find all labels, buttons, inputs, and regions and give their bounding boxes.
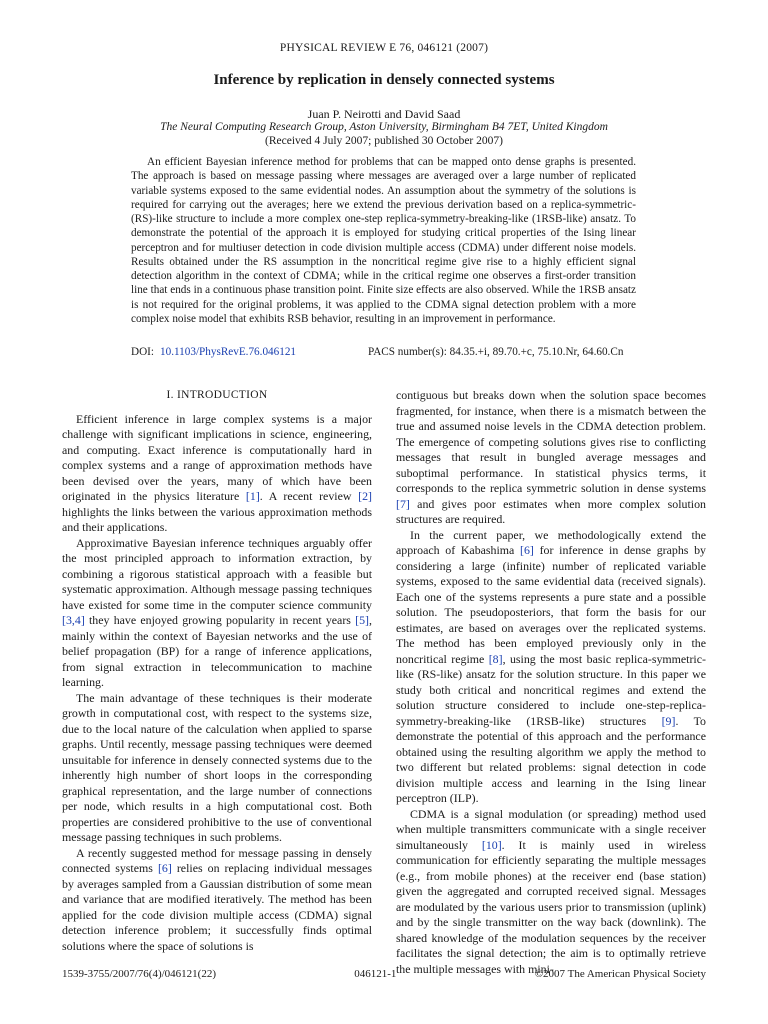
citation-link[interactable]: [6] bbox=[157, 861, 172, 875]
article-authors: Juan P. Neirotti and David Saad bbox=[307, 107, 461, 121]
text-run: . To demonstrate the potential of this approach and the performance obtained using the resulting algorithm we apply the method to two different but related problems: signal detection in code division multiple access and learning in the Ising linear perceptron (ILP). bbox=[396, 713, 707, 805]
citation-link[interactable]: [9] bbox=[661, 713, 676, 728]
pacs-numbers: PACS number(s): 84.35.+i, 89.70.+c, 75.10.Nr, 64.60.Cn bbox=[368, 346, 624, 358]
issn-code: 1539-3755/2007/76(4)/046121(22) bbox=[62, 968, 216, 980]
page-footer bbox=[62, 968, 706, 980]
text-run: highlights the links between the various approximation methods and their applications. bbox=[62, 504, 372, 534]
running-head: PHYSICAL REVIEW E 76, 046121 (2007) bbox=[279, 42, 489, 54]
intro-paragraph-4 bbox=[62, 846, 372, 955]
citation-link[interactable]: [3,4] bbox=[62, 613, 85, 627]
citation-link[interactable]: [5] bbox=[355, 613, 370, 627]
text-run: CDMA is a signal modulation (or spreading) method used when multiple transmitters communicate with a single receiver simultaneously bbox=[396, 806, 706, 852]
intro-paragraph-1 bbox=[62, 412, 372, 536]
author-affiliation: The Neural Computing Research Group, Aston University, Birmingham B4 7ET, United Kingdom bbox=[160, 121, 608, 133]
text-run: relies on replacing individual messages by averages sampled from a Gaussian distribution of some mean and variance that are modified iteratively. The method has been applied for the code division multiple access (CDMA) signal detection inference problem; it successfully finds optimal solutions where the space of solutions is bbox=[62, 861, 372, 953]
received-date: (Received 4 July 2007; published 30 October 2007) bbox=[265, 135, 503, 147]
text-run: , mainly within the context of Bayesian networks and the use of belief propagation (BP) for a range of inference applications, from signal extraction in telecommunication to machine learning. bbox=[62, 613, 372, 689]
citation-link[interactable]: [7] bbox=[396, 496, 410, 511]
page-number: 046121-1 bbox=[354, 968, 397, 980]
doi-pacs-line bbox=[131, 346, 636, 358]
text-run: . A recent review bbox=[259, 489, 359, 503]
citation-link[interactable]: [8] bbox=[488, 651, 503, 666]
abstract: An efficient Bayesian inference method for problems that can be mapped onto dense graphs is presented. The approach is based on message passing where messages are averaged over a large number of replicated variable systems exposed to the same evidential nodes. An assumption about the symmetry of the solutions is required for carrying out the averages; here we extend the previous derivation based on a replica-symmetric-(RS)-like structure to include a more complex one-step replica-symmetry-breaking-like (1RSB-like) ansatz. To demonstrate the potential of the approach it is employed for studying critical properties of the Ising linear perceptron and for multiuser detection in code division multiple access (CDMA) under different noise models. Results obtained under the RS assumption in the noncritical regime give rise to a highly efficient signal detection algorithm in the context of CDMA; while in the critical regime one observes a first-order transition line that ends in a continuous phase transition point. Finite size effects are also observed. While the 1RSB ansatz is not required for the original problems, it was applied to the CDMA signal detection problem with a more complex noise model that exhibits RSB behavior, resulting in an improvement in performance. bbox=[131, 156, 636, 325]
article-title: Inference by replication in densely connected systems bbox=[213, 72, 555, 88]
left-column bbox=[62, 388, 372, 954]
section-heading: I. INTRODUCTION bbox=[166, 389, 268, 401]
text-run: they have enjoyed growing popularity in recent years bbox=[84, 613, 356, 627]
right-column bbox=[396, 388, 706, 977]
doi-link[interactable]: 10.1103/PhysRevE.76.046121 bbox=[160, 346, 297, 358]
text-run: , using the most basic replica-symmetric-like (RS-like) ansatz for the solution structure. In this paper we study both critical and noncritical regimes and extend the solution structure considered to include one-step-replica-symmetry-breaking-like (1RSB-like) structures bbox=[396, 651, 706, 728]
text-run: Efficient inference in large complex systems is a major challenge with significant implications in science, engineering, and computing. Exact inference is computationally hard in complex systems and a range of approximation methods have been devised over the years, many of which have been originated in the physics literature bbox=[62, 411, 372, 503]
intro-paragraph-2 bbox=[62, 536, 372, 691]
text-run: for inference in dense graphs by considering a large (infinite) number of replicated variable systems, exposed to the same evidential data (received signals). Each one of the systems represents a pure state and a possible solution. The pseudoposteriors, that form the basis for our estimates, are based on averages over the replicated systems. The method has been employed previously only in the noncritical regime bbox=[396, 543, 707, 666]
text-run: contiguous but breaks down when the solution space becomes fragmented, for instance, when there is a mismatch between the true and assumed noise levels in the CDMA detection problem. The emergence of competing solutions gives rise to conflicting messages that result in bungled average messages and suboptimal performance. In statistical physics terms, it corresponds to the replica symmetric solution in dense systems bbox=[396, 388, 706, 495]
doi-label: DOI: bbox=[131, 346, 154, 358]
text-run: In the current paper, we methodologically extend the approach of Kabashima bbox=[396, 527, 706, 557]
text-run: . It is mainly used in wireless communication for efficiently separating the multiple messages (e.g., from mobile phones) at the receiver end (base station) given the aggregated and corrupted received signal. Messages are modulated by the various users prior to transmission (uplink) and by the single transmitter on the way back (downlink). The shared knowledge of the modulation sequences by the receiver facilitates the signal detection; the aim is to optimally retrieve the multiple messages with mini- bbox=[396, 837, 706, 976]
text-run: A recently suggested method for message passing in densely connected systems bbox=[62, 845, 372, 875]
intro-paragraph-3: The main advantage of these techniques is their moderate growth in computational cost, with respect to the systems size, due to the local nature of the calculation when applied to sparse graphs. Until recently, message passing techniques were deemed unsuitable for inference in densely connected systems due to the inherently high number of short loops in the corresponding graphical representation, and the large number of connections per node, which results in a high computational cost. Both properties are considered prohibitive to the use of conventional message passing techniques in such problems. bbox=[62, 690, 372, 844]
intro-paragraph-6 bbox=[396, 528, 706, 807]
citation-link[interactable]: [10] bbox=[481, 837, 502, 852]
citation-link[interactable]: [6] bbox=[520, 543, 534, 557]
text-run: and gives poor estimates when more complex solution structures are required. bbox=[396, 496, 706, 526]
intro-paragraph-7 bbox=[396, 807, 706, 978]
copyright: ©2007 The American Physical Society bbox=[534, 968, 706, 980]
citation-link[interactable]: [2] bbox=[358, 489, 372, 503]
intro-paragraph-5 bbox=[396, 388, 706, 528]
text-run: Approximative Bayesian inference techniques arguably offer the most principled approach to information extraction, by combining a rigorous statistical approach with a feasible but systematic approximation. Although message passing techniques have existed for some time in the computer science community bbox=[62, 535, 372, 612]
citation-link[interactable]: [1] bbox=[245, 489, 260, 503]
